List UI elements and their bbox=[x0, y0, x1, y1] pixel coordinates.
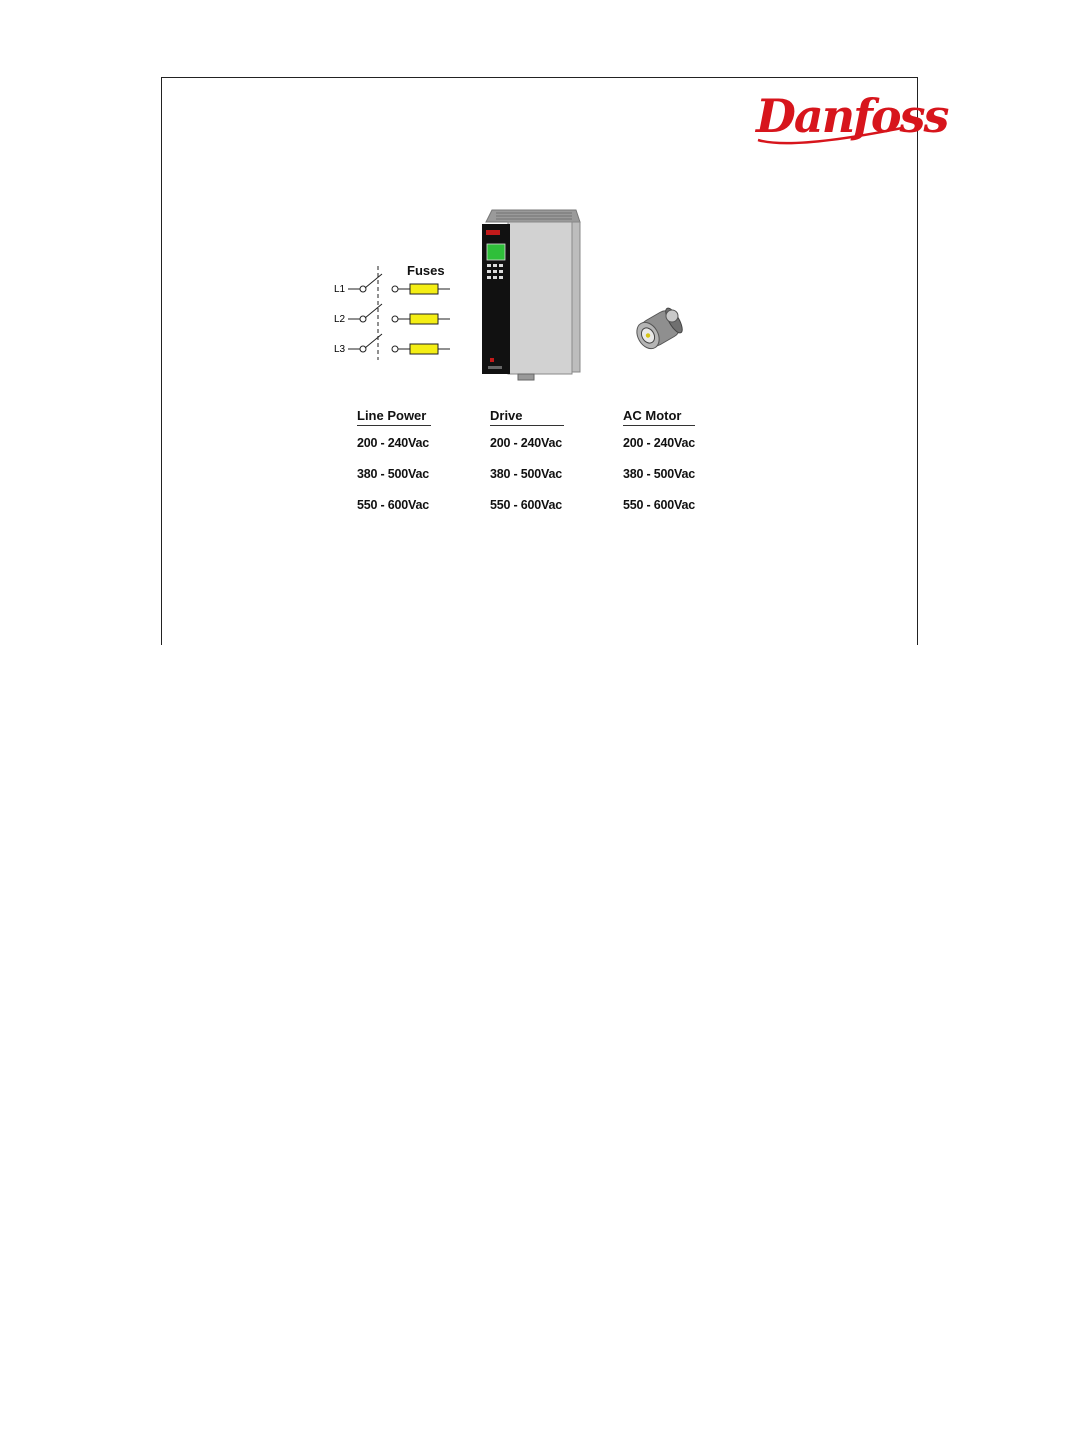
fuse bbox=[410, 284, 438, 294]
voltage-value: 550 - 600Vac bbox=[490, 498, 562, 512]
column-line-power bbox=[357, 408, 467, 529]
fuse bbox=[410, 344, 438, 354]
column-drive bbox=[490, 408, 600, 529]
voltage-value: 200 - 240Vac bbox=[490, 436, 562, 450]
danfoss-logo bbox=[752, 88, 948, 154]
voltage-value: 380 - 500Vac bbox=[490, 467, 562, 481]
fuses-label: Fuses bbox=[407, 263, 445, 278]
ac-motor-illustration bbox=[632, 300, 690, 356]
fuse bbox=[410, 314, 438, 324]
column-ac-motor bbox=[623, 408, 733, 529]
voltage-value: 200 - 240Vac bbox=[357, 436, 429, 450]
column-heading: Line Power bbox=[357, 408, 431, 426]
logo-text: Danfoss bbox=[756, 89, 948, 143]
phase-label: L2 bbox=[334, 314, 346, 325]
column-heading: Drive bbox=[490, 408, 564, 426]
phase-label: L3 bbox=[334, 344, 346, 355]
phase-l2 bbox=[334, 304, 450, 325]
drive-illustration bbox=[480, 206, 585, 384]
voltage-value: 550 - 600Vac bbox=[623, 498, 695, 512]
phase-label: L1 bbox=[334, 284, 346, 295]
voltage-value: 200 - 240Vac bbox=[623, 436, 695, 450]
phase-l3 bbox=[334, 334, 450, 355]
voltage-value: 380 - 500Vac bbox=[623, 467, 695, 481]
slide bbox=[161, 77, 948, 645]
voltage-value: 380 - 500Vac bbox=[357, 467, 429, 481]
voltage-value: 550 - 600Vac bbox=[357, 498, 429, 512]
column-heading: AC Motor bbox=[623, 408, 695, 426]
